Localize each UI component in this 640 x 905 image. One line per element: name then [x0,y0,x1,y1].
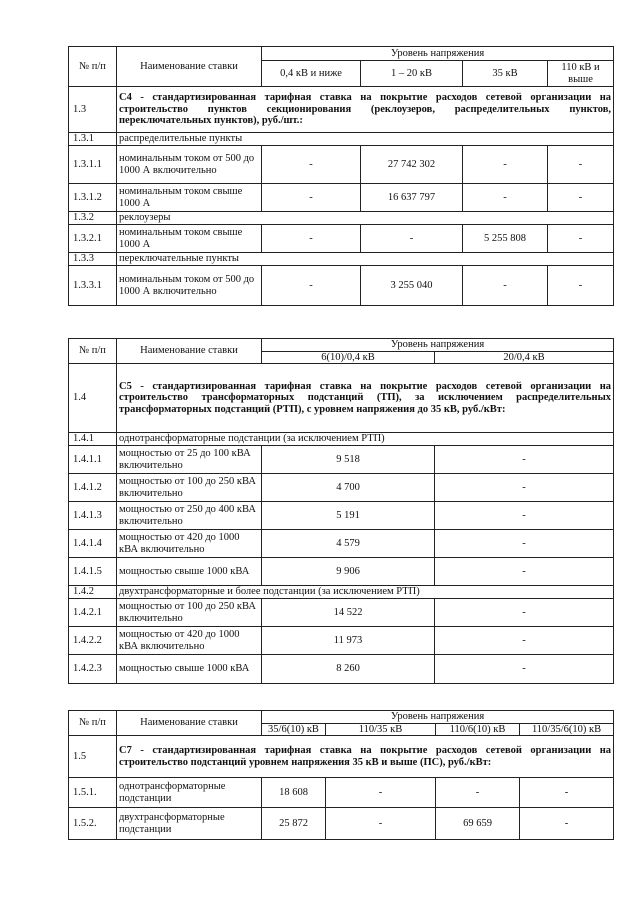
cell-value: - [463,146,548,184]
row-number: 1.3.3.1 [69,266,117,306]
header-voltage-level: Уровень напряжения [262,47,614,61]
cell-value: - [548,225,614,253]
cell-value: - [435,627,614,655]
row-number: 1.4.1.3 [69,502,117,530]
row-number: 1.3.1.2 [69,184,117,212]
header-col: 20/0,4 кВ [435,351,614,364]
cell-value: 11 973 [262,627,435,655]
header-rate-name: Наименование ставки [117,339,262,364]
cell-value: - [435,655,614,684]
row-name: мощностью от 250 до 400 кВА включительно [117,502,262,530]
section-number: 1.4 [69,364,117,433]
table-c7 [68,710,614,840]
cell-value: 69 659 [436,808,520,840]
cell-value: - [262,184,361,212]
header-col: 110 кВ и выше [548,61,614,87]
cell-value: - [520,808,614,840]
cell-value: - [435,502,614,530]
header-col: 110/35/6(10) кВ [520,723,614,736]
header-col: 110/35 кВ [326,723,436,736]
table-c5 [68,338,614,684]
row-number: 1.3.2 [69,212,117,225]
cell-value: - [326,808,436,840]
header-voltage-level: Уровень напряжения [262,711,614,724]
cell-value: - [262,266,361,306]
cell-value: - [548,266,614,306]
cell-value: - [262,225,361,253]
cell-value: - [436,778,520,808]
cell-value: 25 872 [262,808,326,840]
row-name: мощностью от 25 до 100 кВА включительно [117,446,262,474]
row-number: 1.4.1 [69,433,117,446]
row-name: реклоузеры [117,212,614,225]
section-number: 1.3 [69,87,117,133]
row-name: однотрансформаторные подстанции [117,778,262,808]
cell-value: - [463,266,548,306]
row-name: двухтрансформаторные и более подстанции (за исключением РТП) [117,586,614,599]
header-col: 6(10)/0,4 кВ [262,351,435,364]
row-number: 1.3.3 [69,253,117,266]
row-number: 1.5.1. [69,778,117,808]
row-number: 1.3.2.1 [69,225,117,253]
row-name: номинальным током от 500 до 1000 А включительно [117,266,262,306]
cell-value: 4 700 [262,474,435,502]
cell-value: - [361,225,463,253]
row-name: мощностью свыше 1000 кВА [117,655,262,684]
section-number: 1.5 [69,736,117,778]
cell-value: - [435,474,614,502]
row-name: распределительные пункты [117,133,614,146]
row-name: номинальным током от 500 до 1000 А включительно [117,146,262,184]
row-number: 1.4.1.4 [69,530,117,558]
row-name: двухтрансформаторные подстанции [117,808,262,840]
row-number: 1.4.2.1 [69,599,117,627]
row-number: 1.4.1.5 [69,558,117,586]
cell-value: - [463,184,548,212]
cell-value: 5 255 808 [463,225,548,253]
row-name: номинальным током свыше 1000 А [117,225,262,253]
header-col: 35 кВ [463,61,548,87]
section-title: С7 - стандартизированная тарифная ставка на покрытие расходов сетевой организации на строительство подстанций уровнем напряжения 35 кВ и выше (ПС), руб./кВт: [117,736,614,778]
row-name: мощностью от 420 до 1000 кВА включительно [117,530,262,558]
section-title: С5 - стандартизированная тарифная ставка на покрытие расходов сетевой организации на строительство трансформаторных подстанций (ТП), за исключением распределительных трансформаторных подстанций (РТП), с уровнем напряжения до 35 кВ, руб./кВт: [117,364,614,433]
header-col: 1 – 20 кВ [361,61,463,87]
cell-value: - [435,446,614,474]
cell-value: - [262,146,361,184]
row-number: 1.3.1.1 [69,146,117,184]
cell-value: 9 518 [262,446,435,474]
cell-value: 16 637 797 [361,184,463,212]
header-number: № п/п [69,47,117,87]
header-number: № п/п [69,711,117,736]
cell-value: 3 255 040 [361,266,463,306]
row-name: номинальным током свыше 1000 А [117,184,262,212]
cell-value: - [548,184,614,212]
row-name: мощностью от 420 до 1000 кВА включительно [117,627,262,655]
cell-value: - [435,530,614,558]
table-c4 [68,46,614,306]
header-col: 35/6(10) кВ [262,723,326,736]
cell-value: - [435,599,614,627]
cell-value: - [548,146,614,184]
cell-value: - [435,558,614,586]
header-rate-name: Наименование ставки [117,711,262,736]
row-number: 1.5.2. [69,808,117,840]
row-name: мощностью от 100 до 250 кВА включительно [117,599,262,627]
cell-value: - [520,778,614,808]
row-number: 1.4.2.2 [69,627,117,655]
header-col: 0,4 кВ и ниже [262,61,361,87]
row-number: 1.4.2 [69,586,117,599]
row-name: мощностью от 100 до 250 кВА включительно [117,474,262,502]
row-name: переключательные пункты [117,253,614,266]
cell-value: 27 742 302 [361,146,463,184]
row-number: 1.3.1 [69,133,117,146]
row-number: 1.4.2.3 [69,655,117,684]
cell-value: 18 608 [262,778,326,808]
header-col: 110/6(10) кВ [436,723,520,736]
cell-value: 14 522 [262,599,435,627]
cell-value: - [326,778,436,808]
row-number: 1.4.1.1 [69,446,117,474]
header-voltage-level: Уровень напряжения [262,339,614,352]
header-rate-name: Наименование ставки [117,47,262,87]
row-number: 1.4.1.2 [69,474,117,502]
row-name: однотрансформаторные подстанции (за исключением РТП) [117,433,614,446]
row-name: мощностью свыше 1000 кВА [117,558,262,586]
cell-value: 8 260 [262,655,435,684]
cell-value: 9 906 [262,558,435,586]
cell-value: 5 191 [262,502,435,530]
cell-value: 4 579 [262,530,435,558]
section-title: С4 - стандартизированная тарифная ставка на покрытие расходов сетевой организации на строительство пунктов секционирования (реклоузеров, распределительных пунктов, переключательных пунктов), руб./шт.: [117,87,614,133]
header-number: № п/п [69,339,117,364]
